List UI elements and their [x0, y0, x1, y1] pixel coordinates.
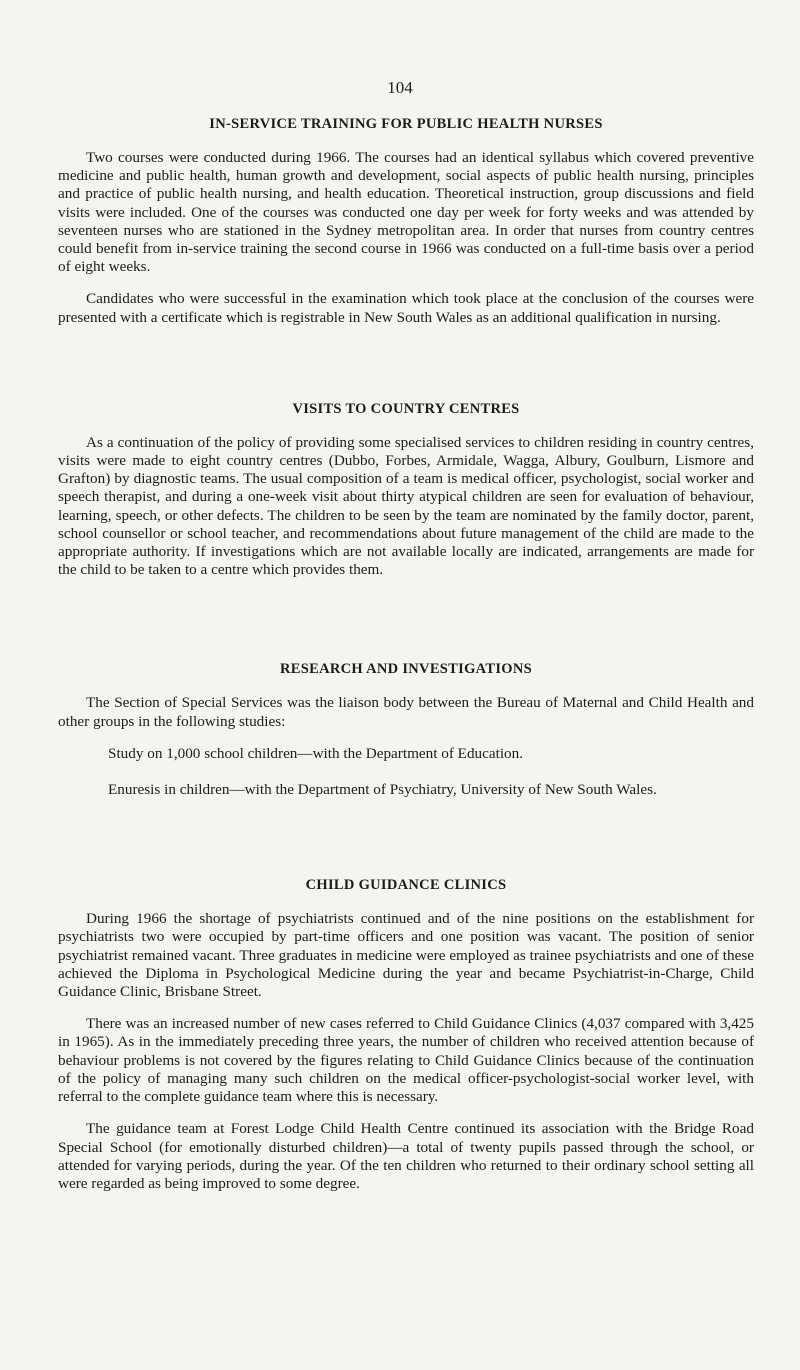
- section-heading: CHILD GUIDANCE CLINICS: [305, 877, 507, 894]
- section-research-investigations: [58, 661, 754, 799]
- paragraph: During 1966 the shortage of psychiatrists continued and of the nine positions on the establishment for psychiatrists two were occupied by part-time officers and one position was vacant. The position of senior psychiatrist remained vacant. Three graduates in medicine were employed as trainee psychiatrists and one of these achieved the Diploma in Psychological Medicine during the year and became Psychiatrist-in-Charge, Child Guidance Clinic, Brisbane Street.: [58, 910, 754, 1001]
- paragraph: As a continuation of the policy of providing some specialised services to children residing in country centres, visits were made to eight country centres (Dubbo, Forbes, Armidale, Wagga, Albury, Goulburn, Lismore and Grafton) by diagnostic teams. The usual composition of a team is medical officer, psychologist, social worker and speech therapist, and during a one-week visit about thirty atypical children are seen for evaluation of behaviour, learning, speech, or other defects. The children to be seen by the team are nominated by the family doctor, parent, school counsellor or school teacher, and recommendations about future management of the child are made to the appropriate authority. If investigations which are not available locally are indicated, arrangements are made for the child to be taken to a centre which provides them.: [58, 433, 754, 579]
- paragraph: There was an increased number of new cases referred to Child Guidance Clinics (4,037 compared with 3,425 in 1965). As in the immediately preceding three years, the number of children who received attention because of behaviour problems is not covered by the figures relating to Child Guidance Clinics because of the continuation of the policy of managing many such children on the medical officer-psychologist-social worker level, with referral to the complete guidance team where this is necessary.: [58, 1015, 754, 1106]
- paragraph: The guidance team at Forest Lodge Child Health Centre continued its association with the Bridge Road Special School (for emotionally disturbed children)—a total of twenty pupils passed through the school, or attended for varying periods, during the year. Of the ten children who returned to their ordinary school setting all were regarded as being improved to some degree.: [58, 1120, 754, 1192]
- study-item: Enuresis in children—with the Department of Psychiatry, University of New South Wales.: [108, 781, 657, 799]
- section-child-guidance-clinics: [58, 877, 754, 1193]
- section-visits-country-centres: [58, 401, 754, 580]
- paragraph: The Section of Special Services was the liaison body between the Bureau of Maternal and Child Health and other groups in the following studies:: [58, 694, 754, 730]
- paragraph: Candidates who were successful in the examination which took place at the conclusion of the courses were presented with a certificate which is registrable in New South Wales as an additional qualification in nursing.: [58, 290, 754, 326]
- section-heading: IN-SERVICE TRAINING FOR PUBLIC HEALTH NURSES: [209, 116, 603, 132]
- section-in-service-training: [58, 116, 754, 327]
- section-heading: RESEARCH AND INVESTIGATIONS: [280, 661, 532, 678]
- study-item: Study on 1,000 school children—with the Department of Education.: [108, 744, 524, 762]
- page-number: 104: [387, 78, 413, 97]
- section-heading: VISITS TO COUNTRY CENTRES: [292, 400, 520, 417]
- paragraph: Two courses were conducted during 1966. The courses had an identical syllabus which covered preventive medicine and public health, human growth and development, social aspects of public health nursing, principles and practice of public health nursing, and health education. Theoretical instruction, group discussions and field visits were included. One of the courses was conducted one day per week for forty weeks and was attended by seventeen nurses who are stationed in the Sydney metropolitan area. In order that nurses from country centres could benefit from in-service training the second course in 1966 was conducted on a full-time basis over a period of eight weeks.: [58, 149, 754, 276]
